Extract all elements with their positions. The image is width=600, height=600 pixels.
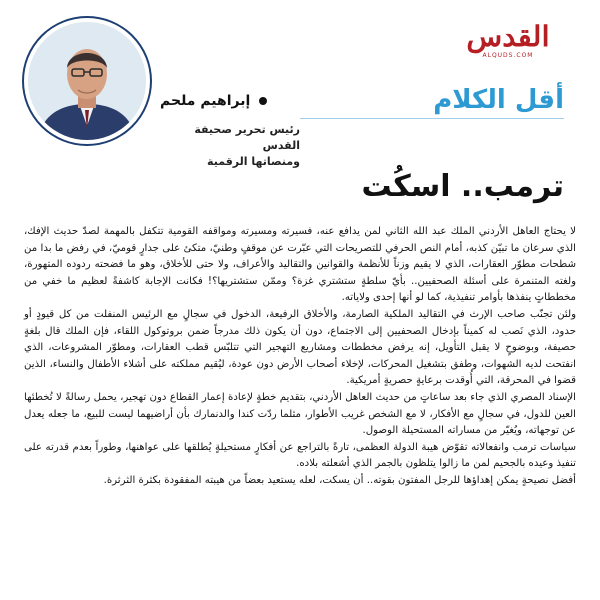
paragraph-2: ولئن تجنّب صاحب الإرث في التقاليد الملكية الصارمة، والأخلاق الرفيعة، الدخول في سجالٍ مع الرئيس المنفلت من كل قيودٍ أو حدود، الذي نَصب له كميناً بإدخال الصحفيين إلى الاجتماع، دون أن يكون ذلك مدرجاً ضمن بروتوكول اللقاء، فإن الملك قال بلغةٍ حصيفة، وبوضوحٍ لا يقبل التأويل، إنه يرفض مخططات ومشاريع التهجير التي تتلبّس قطب العقارات، ومطوّر المشروعات، الذي انفتحت لديه الشهوات، وطفق بتشغيل المحركات، لإخلاء أصحاب الأرض دون عودة، ليُقيم مملكته على أشلاء الأطفال والنساء، الذين قضوا في المحرقة، التي أُوقدت برعايةٍ حصريةٍ أمريكية. <box>24 308 576 387</box>
paragraph-5: أفضل نصيحةٍ يمكن إهداؤها للرجل المفتون بقوته.. أن يسكت، لعله يستعيد بعضاً من هيبته المفقودة بكثرة الثرثرة. <box>103 474 576 486</box>
author-name-text: إبراهيم ملحم <box>160 93 251 109</box>
article-body <box>24 224 576 490</box>
author-role-line2: ومنصاتها الرقمية <box>207 155 300 168</box>
author-photo <box>24 18 150 144</box>
paragraph-1: لا يحتاج العاهل الأردني الملك عبد الله الثاني لمن يدافع عنه، فسيرته ومسيرته ومواقفه القومية تتكفل بالمهمة لصدّ حديث الإفك، الذي سرعان ما تبيّن كذبه، أمام النص الحرفي للتصريحات التي عبّرت عن موقفٍ وطنيّ، متكئ على جدارٍ قوميّ، في رفض ما بدا من شطحات مطوّر العقارات، الذي لا يقيم وزناً للأنظمة والقوانين والتقاليد والأعراف، ولا حتى للأخلاق، وهو ما فضحته ردوده المتهورة، ولغته المتنمرة على أسئلة الصحفيين.. بأيّ سلطةٍ ستشتري غزة؟ وممّن ستشتريها؟! فكانت الإجابة كاشفةً لعظيم ما خفي من مخططاتٍ ينفذها بأوامر تنفيذية، كما لو أنها إحدى ولاياته. <box>24 226 576 304</box>
author-portrait-icon <box>28 22 146 140</box>
article-headline: ترمب.. اسكُت <box>361 169 564 204</box>
alquds-logo[interactable] <box>452 22 564 66</box>
bullet-dot-icon <box>259 97 267 105</box>
logo-wordmark: القدس <box>466 20 550 53</box>
author-name <box>160 92 267 110</box>
paragraph-3: الإسناد المصري الذي جاء بعد ساعاتٍ من حديث العاهل الأردني، بتقديم خطةٍ لإعادة إعمار القطاع دون تهجير، يحمل رسالةً لا تُخطئها العين للدول، في سجالٍ مع الأفكار، لا مع الشخص غريب الأطوار، مثلما ردّت كندا والدنمارك بأن أراضيهما ليست للبيع، ما جعله يعدل عن توجهاته، ويُغيّر من مساراته المستحيلة الوصول. <box>24 391 576 437</box>
paragraph-4: سياسات ترمب وانفعالاته تقوّض هيبة الدولة العظمى، تارةً بالتراجع عن أفكارٍ مستحيلةٍ يُطلقها على عواهنها، وطوراً بعدم قدرته على تنفيذ وعيده بالجحيم لمن ما زالوا يتلظون بالجمر الذي أشعلته بلاده. <box>24 441 576 470</box>
column-title: أقل الكلام <box>433 85 564 115</box>
logo-subtitle: ALQUDS.COM <box>482 52 534 59</box>
column-title-divider <box>300 118 564 119</box>
author-role <box>160 122 300 170</box>
author-role-line1: رئيس تحرير صحيفة القدس <box>194 123 300 152</box>
